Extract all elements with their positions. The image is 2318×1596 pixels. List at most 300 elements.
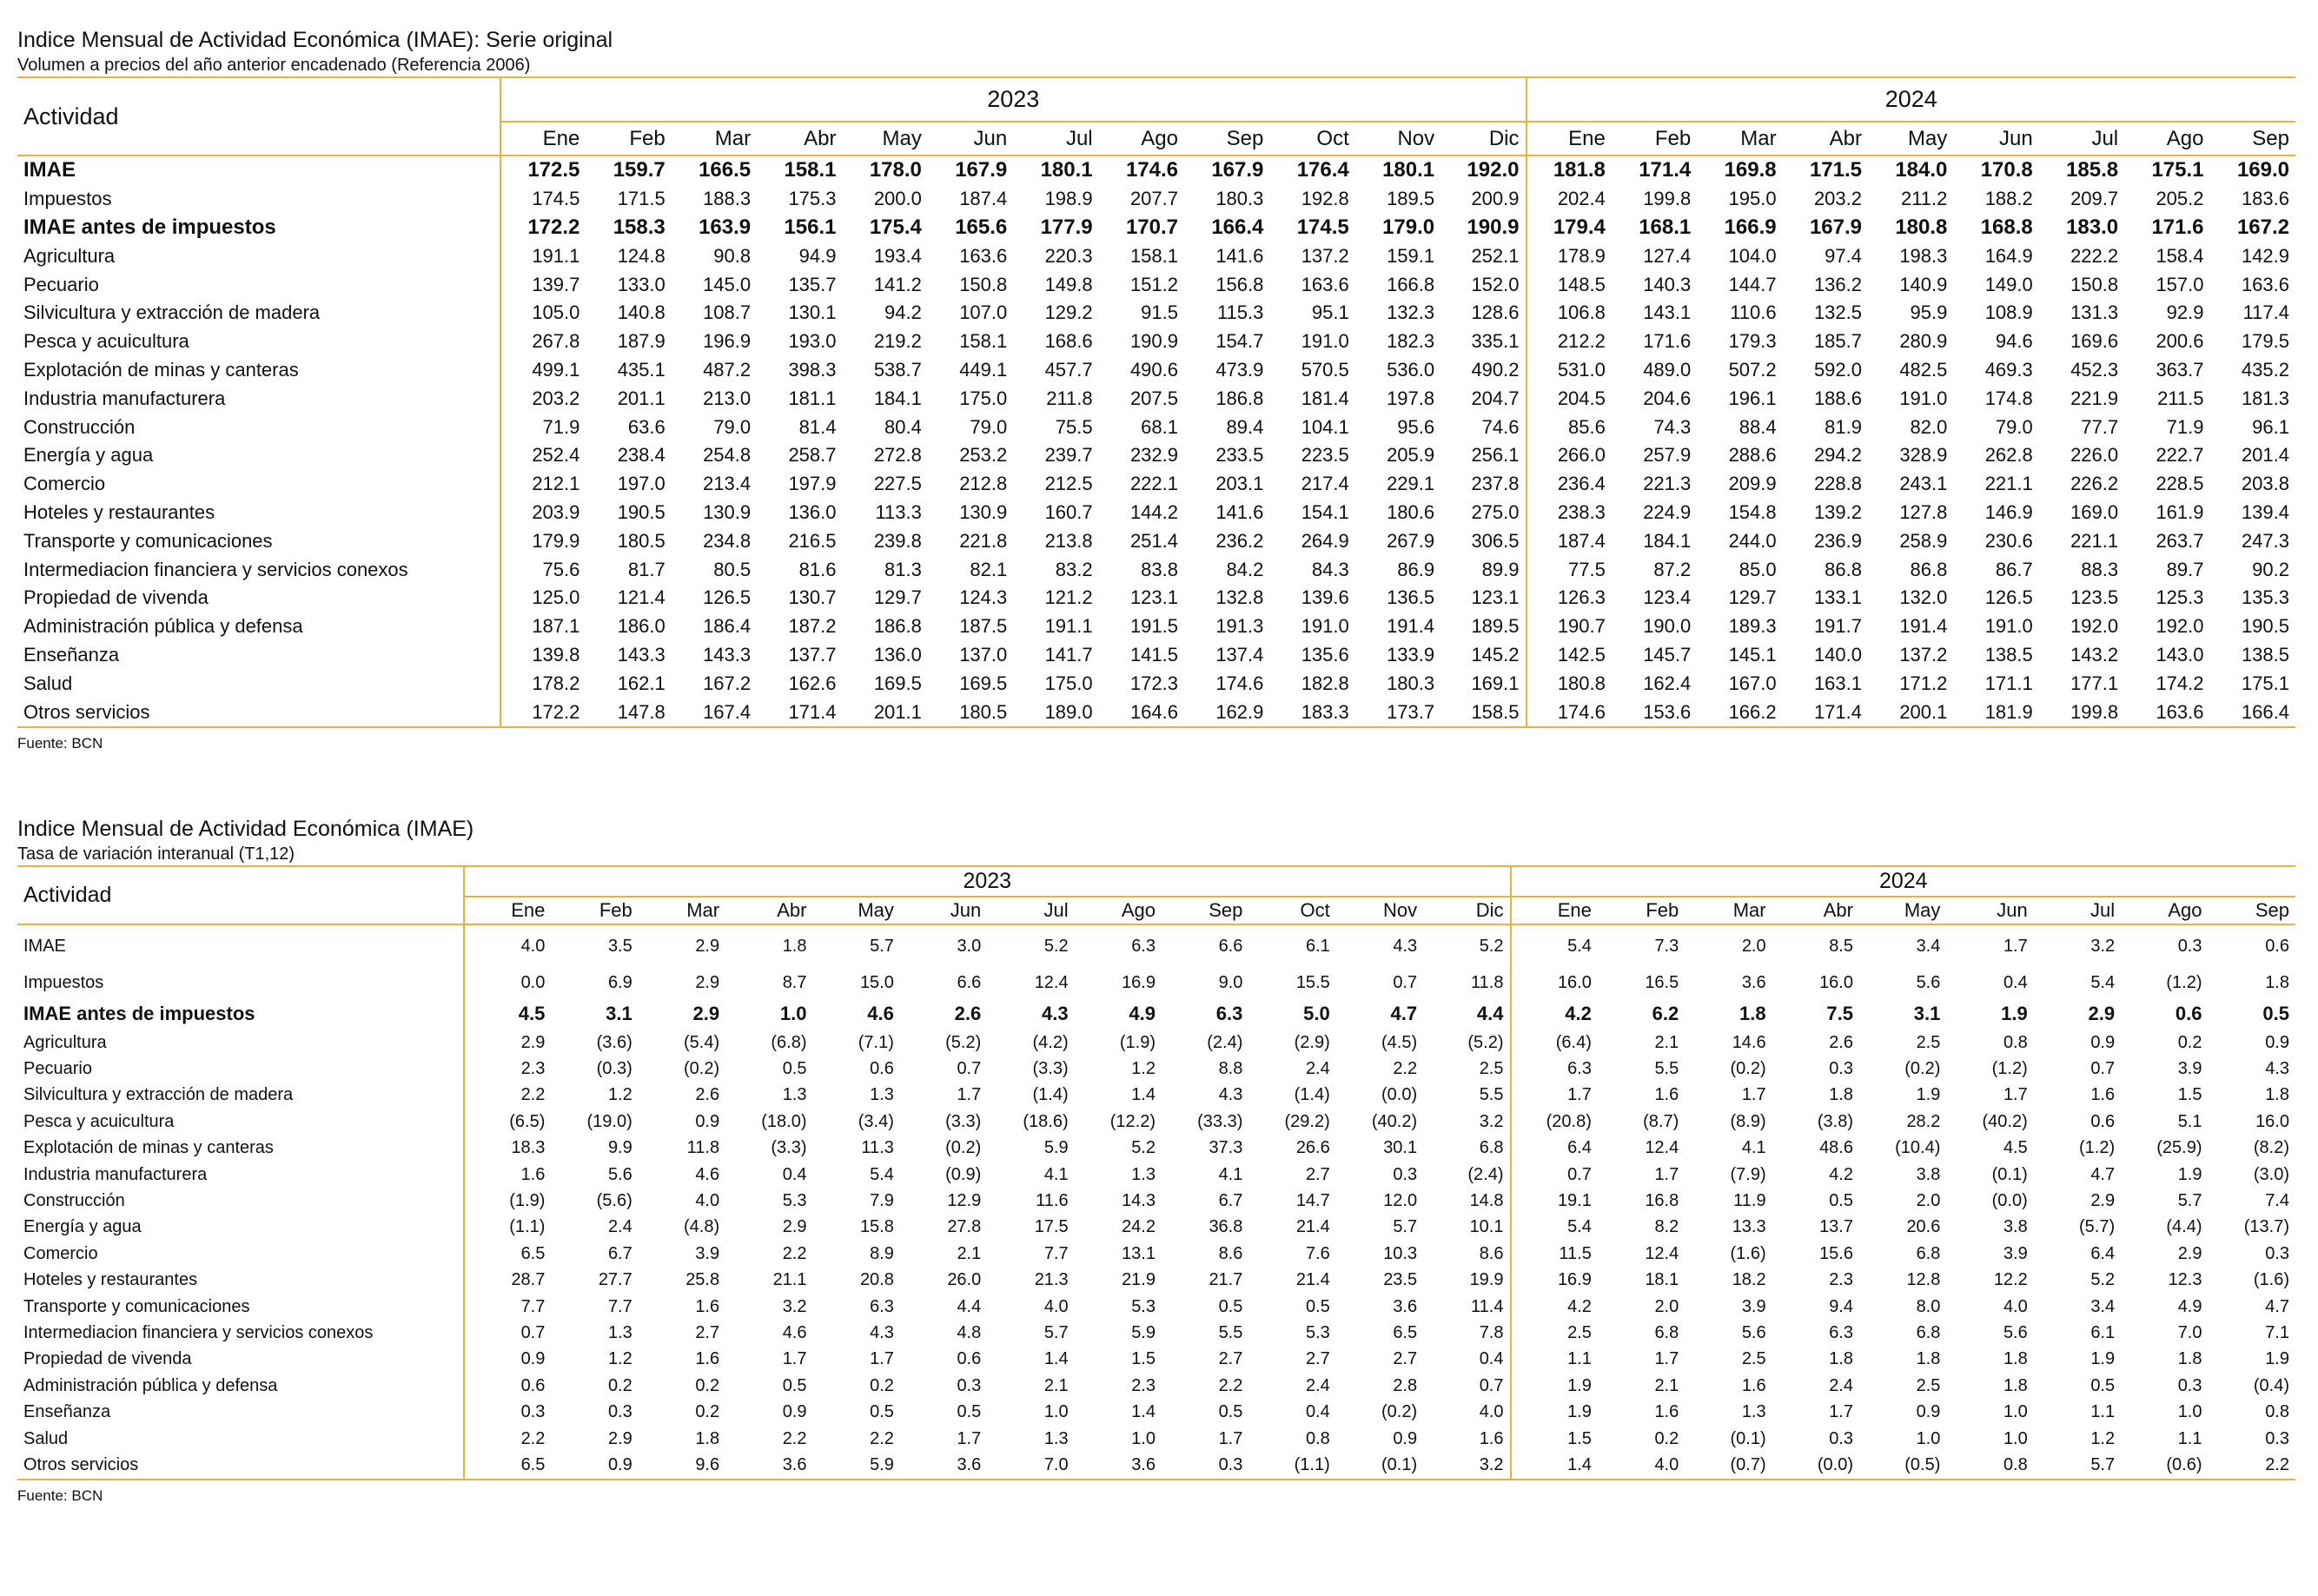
table-cell: 18.2 bbox=[1732, 1270, 1766, 1290]
table-cell: 4.4 bbox=[957, 1296, 982, 1316]
table-cell: (0.4) bbox=[2253, 1375, 2289, 1395]
table-cell: 4.3 bbox=[2265, 1059, 2289, 1079]
table-cell: 195.0 bbox=[1728, 188, 1777, 210]
row-label: Otros servicios bbox=[17, 698, 500, 727]
table-cell: 169.0 bbox=[2070, 500, 2119, 523]
table-cell: 1.1 bbox=[2090, 1402, 2116, 1422]
table-cell: 221.1 bbox=[2070, 529, 2119, 552]
table-cell: 473.9 bbox=[1215, 358, 1264, 381]
table-cell: 168.6 bbox=[1044, 330, 1093, 353]
table-cell: 3.2 bbox=[2090, 936, 2116, 956]
table-cell: 152.0 bbox=[1471, 273, 1520, 295]
table-cell: 169.6 bbox=[2070, 330, 2119, 353]
table-cell: 0.3 bbox=[2265, 1428, 2289, 1448]
table-cell: 81.7 bbox=[627, 558, 666, 580]
table-cell: 166.8 bbox=[1387, 273, 1435, 295]
table-cell: 145.7 bbox=[1643, 643, 1692, 666]
month-header-2023-5: Jun bbox=[973, 126, 1008, 150]
actividad-header: Actividad bbox=[17, 866, 464, 924]
month-header-2023-11: Dic bbox=[1488, 126, 1520, 150]
table-cell: 2.3 bbox=[1829, 1270, 1853, 1290]
row-label: Construcción bbox=[17, 413, 500, 441]
row-label: Propiedad de vivenda bbox=[17, 584, 500, 613]
table-row bbox=[17, 698, 2295, 727]
row-label: Propiedad de vivenda bbox=[17, 1347, 464, 1373]
table-cell: 1.8 bbox=[1916, 1349, 1941, 1369]
table-cell: 0.6 bbox=[957, 1349, 982, 1369]
table-cell: 482.5 bbox=[1899, 358, 1948, 381]
table-cell: 227.5 bbox=[873, 473, 922, 495]
table-cell: 79.0 bbox=[1995, 415, 2033, 438]
row-label: Hoteles y restaurantes bbox=[17, 1268, 464, 1294]
table-cell: 162.6 bbox=[788, 672, 837, 694]
month-header-2023-9: Oct bbox=[1300, 899, 1330, 921]
table-cell: 266.0 bbox=[1527, 441, 1612, 470]
table-cell: 0.2 bbox=[695, 1402, 720, 1422]
table-cell: 221.1 bbox=[1984, 473, 2033, 495]
month-header-2023-3: Abr bbox=[777, 899, 807, 921]
table-cell: 2.2 bbox=[782, 1428, 807, 1448]
table-cell: 192.0 bbox=[2156, 615, 2204, 638]
table-cell: 191.1 bbox=[532, 244, 580, 267]
table-cell: 179.9 bbox=[532, 529, 580, 552]
table-cell: 167.9 bbox=[955, 158, 1008, 182]
table-cell: 6.7 bbox=[1218, 1191, 1243, 1211]
row-label: Comercio bbox=[17, 470, 500, 499]
table-cell: 267.8 bbox=[532, 330, 580, 353]
table-cell: 1.8 bbox=[2003, 1349, 2028, 1369]
table-cell: (1.6) bbox=[2253, 1270, 2289, 1290]
table-cell: 183.6 bbox=[2241, 188, 2289, 210]
table-cell: (4.2) bbox=[1032, 1032, 1069, 1052]
table-cell: (1.4) bbox=[1294, 1085, 1330, 1105]
table-cell: 8.8 bbox=[1218, 1059, 1243, 1079]
table-cell: 7.7 bbox=[1043, 1243, 1069, 1263]
table-cell: 0.4 bbox=[1305, 1402, 1330, 1422]
row-label: IMAE bbox=[17, 156, 500, 185]
table-cell: 180.5 bbox=[959, 700, 1008, 723]
table-cell: 198.3 bbox=[1899, 244, 1948, 267]
table-cell: 12.0 bbox=[1383, 1191, 1418, 1211]
table-cell: 88.4 bbox=[1738, 415, 1777, 438]
table-cell: 14.6 bbox=[1732, 1032, 1766, 1052]
table-cell: 180.1 bbox=[1382, 158, 1435, 182]
table-cell: 1.7 bbox=[1829, 1402, 1853, 1422]
table-cell: 5.5 bbox=[1479, 1085, 1504, 1105]
table-cell: 94.2 bbox=[884, 301, 922, 324]
month-header-2023-1: Feb bbox=[629, 126, 666, 150]
table-cell: 1.3 bbox=[607, 1322, 632, 1342]
table-cell: 1.8 bbox=[1739, 1003, 1766, 1024]
table-cell: 177.1 bbox=[2070, 672, 2119, 694]
table-cell: 457.7 bbox=[1044, 358, 1093, 381]
month-header-2024-5: Jun bbox=[1999, 126, 2033, 150]
table-cell: 96.1 bbox=[2252, 415, 2289, 438]
table-cell: 193.4 bbox=[873, 244, 922, 267]
table-cell: 4.9 bbox=[1129, 1003, 1156, 1024]
table-cell: 3.6 bbox=[1741, 972, 1766, 992]
table-cell: 452.3 bbox=[2070, 358, 2119, 381]
table-cell: 258.9 bbox=[1899, 529, 1948, 552]
table-cell: 363.7 bbox=[2156, 358, 2204, 381]
table-cell: 1.7 bbox=[1741, 1085, 1766, 1105]
table-cell: 11.6 bbox=[1036, 1191, 1069, 1211]
table-cell: 0.6 bbox=[520, 1375, 546, 1395]
table-row bbox=[17, 1320, 2295, 1346]
table-cell: 13.7 bbox=[1819, 1217, 1853, 1237]
table-cell: (1.6) bbox=[1730, 1243, 1766, 1263]
table-cell: 141.5 bbox=[1129, 643, 1178, 666]
table-cell: 190.5 bbox=[2241, 615, 2289, 638]
row-label: Salud bbox=[17, 1426, 464, 1452]
table-cell: 108.7 bbox=[703, 301, 752, 324]
table-cell: 1.3 bbox=[1131, 1164, 1156, 1184]
table-cell: 126.5 bbox=[703, 586, 752, 609]
table-cell: (4.5) bbox=[1381, 1032, 1418, 1052]
table-cell: 25.8 bbox=[685, 1270, 720, 1290]
table-cell: 162.4 bbox=[1643, 672, 1692, 694]
table-cell: 262.8 bbox=[1984, 444, 2033, 467]
table-cell: 190.7 bbox=[1527, 613, 1612, 641]
table-cell: 2.1 bbox=[957, 1243, 982, 1263]
table-cell: 7.7 bbox=[520, 1296, 546, 1316]
table-cell: 149.0 bbox=[1984, 273, 2033, 295]
table-cell: 21.9 bbox=[1122, 1270, 1156, 1290]
table-cell: 83.8 bbox=[1141, 558, 1178, 580]
table-cell: 11.8 bbox=[686, 1138, 720, 1158]
table-cell: 5.2 bbox=[1131, 1138, 1156, 1158]
table-cell: 86.9 bbox=[1397, 558, 1435, 580]
imae-serie-original-table bbox=[17, 76, 2295, 728]
row-label: Industria manufacturera bbox=[17, 1162, 464, 1188]
month-header-2023-2: Mar bbox=[714, 126, 752, 150]
table-cell: 252.4 bbox=[532, 444, 580, 467]
table-cell: 205.2 bbox=[2156, 188, 2204, 210]
table-cell: 143.0 bbox=[2156, 643, 2204, 666]
table-cell: (0.6) bbox=[2166, 1454, 2202, 1474]
table-cell: 183.3 bbox=[1301, 700, 1349, 723]
table-cell: (0.2) bbox=[684, 1059, 720, 1079]
table-cell: 82.0 bbox=[1910, 415, 1948, 438]
table-cell: 5.9 bbox=[1131, 1322, 1156, 1342]
table-cell: 27.8 bbox=[947, 1217, 982, 1237]
table-cell: 188.6 bbox=[1813, 387, 1862, 409]
table-cell: 1.8 bbox=[782, 936, 807, 956]
table-cell: 1.7 bbox=[957, 1428, 982, 1448]
table-cell: 0.4 bbox=[782, 1164, 807, 1184]
table-cell: 1.6 bbox=[695, 1296, 720, 1316]
table-cell: 178.9 bbox=[1527, 242, 1612, 270]
table-cell: (5.4) bbox=[684, 1032, 720, 1052]
year-header-2024: 2024 bbox=[1527, 77, 2296, 122]
table-cell: 154.1 bbox=[1301, 500, 1349, 523]
table-cell: (8.9) bbox=[1730, 1111, 1766, 1131]
table-cell: 1.2 bbox=[1131, 1059, 1156, 1079]
table-cell: 94.9 bbox=[798, 244, 837, 267]
table-cell: 129.7 bbox=[1728, 586, 1777, 609]
table-cell: 12.4 bbox=[1645, 1138, 1679, 1158]
table-cell: 175.3 bbox=[788, 188, 837, 210]
table-cell: 258.7 bbox=[788, 444, 837, 467]
table-cell: 191.5 bbox=[1129, 615, 1178, 638]
table-cell: 133.9 bbox=[1387, 643, 1435, 666]
table-cell: 254.8 bbox=[703, 444, 752, 467]
month-header-2024-7: Ago bbox=[2166, 126, 2204, 150]
table-cell: 5.1 bbox=[2177, 1111, 2202, 1131]
table-cell: 158.4 bbox=[2156, 244, 2204, 267]
table-cell: (1.1) bbox=[1294, 1454, 1330, 1474]
table-cell: 168.1 bbox=[1639, 215, 1692, 239]
table-cell: 12.9 bbox=[947, 1191, 982, 1211]
table-cell: 8.5 bbox=[1829, 936, 1853, 956]
table-cell: 8.2 bbox=[1654, 1217, 1679, 1237]
table-cell: (0.1) bbox=[1730, 1428, 1766, 1448]
table-cell: 4.1 bbox=[1218, 1164, 1243, 1184]
table-cell: 11.8 bbox=[1471, 972, 1504, 992]
row-label: Pecuario bbox=[17, 270, 500, 299]
table-cell: (1.2) bbox=[2166, 972, 2202, 992]
table-cell: 3.4 bbox=[1916, 936, 1941, 956]
table-cell: 2.1 bbox=[1654, 1032, 1679, 1052]
table-cell: 147.8 bbox=[617, 700, 666, 723]
table-cell: (0.2) bbox=[1904, 1059, 1941, 1079]
table-cell: 222.1 bbox=[1129, 473, 1178, 495]
month-header-2023-9: Oct bbox=[1316, 126, 1349, 150]
table-cell: 182.8 bbox=[1301, 672, 1349, 694]
table-cell: 1.0 bbox=[779, 1003, 807, 1024]
row-label: Comercio bbox=[17, 1241, 464, 1267]
table-cell: 3.2 bbox=[1479, 1454, 1504, 1474]
table-cell: 0.3 bbox=[957, 1375, 982, 1395]
table-cell: 18.3 bbox=[511, 1138, 546, 1158]
table-cell: 14.7 bbox=[1295, 1191, 1330, 1211]
table-cell: 126.5 bbox=[1984, 586, 2033, 609]
table-cell: 187.2 bbox=[788, 615, 837, 638]
table-cell: 2.5 bbox=[1741, 1349, 1766, 1369]
row-label: Enseñanza bbox=[17, 1399, 464, 1425]
table-cell: 264.9 bbox=[1301, 529, 1349, 552]
table-cell: 1.4 bbox=[1043, 1349, 1069, 1369]
table-cell: 141.6 bbox=[1215, 244, 1264, 267]
table-cell: 236.4 bbox=[1527, 470, 1612, 499]
row-label: Pecuario bbox=[17, 1056, 464, 1082]
table-cell: 7.6 bbox=[1305, 1243, 1330, 1263]
row-label: Transporte y comunicaciones bbox=[17, 526, 500, 555]
table-cell: 233.5 bbox=[1215, 444, 1264, 467]
table-cell: 171.5 bbox=[617, 188, 666, 210]
row-label: Administración pública y defensa bbox=[17, 1373, 464, 1399]
table-cell: 123.5 bbox=[2070, 586, 2119, 609]
table-cell: 77.7 bbox=[2081, 415, 2119, 438]
table-cell: 204.7 bbox=[1471, 387, 1520, 409]
table-cell: 181.4 bbox=[1301, 387, 1349, 409]
table-cell: 150.8 bbox=[959, 273, 1008, 295]
table-cell: 130.1 bbox=[788, 301, 837, 324]
section-serie-original bbox=[17, 26, 2295, 754]
table-row bbox=[17, 1452, 2295, 1479]
table-cell: 169.5 bbox=[873, 672, 922, 694]
table-cell: 176.4 bbox=[1296, 158, 1349, 182]
table-cell: 169.0 bbox=[2236, 158, 2289, 182]
table-cell: 185.7 bbox=[1813, 330, 1862, 353]
table-cell: 174.6 bbox=[1125, 158, 1178, 182]
table-cell: (33.3) bbox=[1197, 1111, 1243, 1131]
table-cell: 267.9 bbox=[1387, 529, 1435, 552]
row-label: Agricultura bbox=[17, 242, 500, 270]
table-row bbox=[17, 924, 2295, 967]
table-cell: 21.3 bbox=[1034, 1270, 1069, 1290]
table-cell: 164.9 bbox=[1984, 244, 2033, 267]
table-cell: 145.1 bbox=[1728, 643, 1777, 666]
table-cell: 8.9 bbox=[870, 1243, 894, 1263]
table-cell: 167.2 bbox=[2236, 215, 2289, 239]
table-cell: 230.6 bbox=[1984, 529, 2033, 552]
table-cell: 191.0 bbox=[1301, 615, 1349, 638]
table-cell: 79.0 bbox=[713, 415, 752, 438]
table-cell: 213.8 bbox=[1044, 529, 1093, 552]
table-cell: 137.0 bbox=[959, 643, 1008, 666]
table-cell: 1.9 bbox=[2090, 1349, 2116, 1369]
table-cell: 0.2 bbox=[870, 1375, 894, 1395]
table-cell: 2.9 bbox=[692, 1003, 720, 1024]
table-cell: 1.9 bbox=[1511, 1373, 1598, 1399]
table-cell: 16.8 bbox=[1645, 1191, 1679, 1211]
section-subtitle: Volumen a precios del año anterior encadenado (Referencia 2006) bbox=[17, 56, 531, 75]
table-cell: 154.8 bbox=[1728, 500, 1777, 523]
table-cell: 129.7 bbox=[873, 586, 922, 609]
table-cell: 166.4 bbox=[1211, 215, 1264, 239]
section-title: Indice Mensual de Actividad Económica (IMAE): Serie original bbox=[17, 28, 613, 52]
table-cell: 144.2 bbox=[1129, 500, 1178, 523]
table-cell: 0.9 bbox=[695, 1111, 720, 1131]
table-cell: 8.6 bbox=[1218, 1243, 1243, 1263]
table-cell: 11.9 bbox=[1733, 1191, 1766, 1211]
month-header-2024-1: Feb bbox=[1646, 899, 1679, 921]
table-cell: 228.8 bbox=[1813, 473, 1862, 495]
table-cell: 158.3 bbox=[613, 215, 666, 239]
table-cell: 2.5 bbox=[1479, 1059, 1504, 1079]
table-cell: 1.1 bbox=[2177, 1428, 2202, 1448]
table-cell: 5.5 bbox=[1218, 1322, 1243, 1342]
table-row bbox=[17, 1162, 2295, 1188]
table-cell: 186.8 bbox=[1215, 387, 1264, 409]
table-cell: 174.8 bbox=[1984, 387, 2033, 409]
table-cell: 1.4 bbox=[1131, 1402, 1156, 1422]
month-header-2024-2: Mar bbox=[1732, 899, 1766, 921]
table-cell: 15.5 bbox=[1295, 972, 1330, 992]
table-cell: 190.9 bbox=[1129, 330, 1178, 353]
table-cell: 175.0 bbox=[1044, 672, 1093, 694]
table-cell: 191.3 bbox=[1215, 615, 1264, 638]
table-cell: 143.3 bbox=[703, 643, 752, 666]
table-cell: 159.1 bbox=[1387, 244, 1435, 267]
year-header-2023: 2023 bbox=[464, 866, 1511, 897]
table-cell: 6.3 bbox=[1829, 1322, 1853, 1342]
row-label: Salud bbox=[17, 669, 500, 698]
table-cell: 244.0 bbox=[1728, 529, 1777, 552]
table-cell: 156.8 bbox=[1215, 273, 1264, 295]
table-cell: 20.6 bbox=[1906, 1217, 1941, 1237]
table-cell: 86.8 bbox=[1825, 558, 1862, 580]
table-cell: 71.9 bbox=[2166, 415, 2204, 438]
table-cell: 23.5 bbox=[1383, 1270, 1418, 1290]
table-cell: 138.5 bbox=[1984, 643, 2033, 666]
table-cell: 143.1 bbox=[1643, 301, 1692, 324]
table-cell: 139.4 bbox=[2241, 500, 2289, 523]
table-cell: 2.9 bbox=[607, 1428, 632, 1448]
table-cell: 4.3 bbox=[1218, 1085, 1243, 1105]
table-cell: 203.8 bbox=[2241, 473, 2289, 495]
table-cell: 16.0 bbox=[2255, 1111, 2289, 1131]
table-row bbox=[17, 1241, 2295, 1267]
table-cell: 1.6 bbox=[1654, 1085, 1679, 1105]
table-cell: 198.9 bbox=[1044, 188, 1093, 210]
table-cell: 257.9 bbox=[1643, 444, 1692, 467]
table-cell: 113.3 bbox=[875, 500, 922, 523]
table-cell: 2.2 bbox=[2265, 1454, 2289, 1474]
table-cell: 9.6 bbox=[695, 1454, 720, 1474]
table-cell: 1.0 bbox=[2003, 1402, 2028, 1422]
table-cell: (7.1) bbox=[858, 1032, 894, 1052]
month-header-2023-10: Nov bbox=[1383, 899, 1418, 921]
month-header-2023-2: Mar bbox=[686, 899, 720, 921]
month-header-2024-0: Ene bbox=[1511, 897, 1598, 924]
table-cell: 171.6 bbox=[1643, 330, 1692, 353]
table-cell: 89.7 bbox=[2166, 558, 2204, 580]
table-cell: (5.2) bbox=[945, 1032, 982, 1052]
row-label: Impuestos bbox=[17, 967, 464, 998]
table-row bbox=[17, 526, 2295, 555]
table-cell: 6.7 bbox=[607, 1243, 632, 1263]
table-cell: 82.1 bbox=[970, 558, 1008, 580]
table-cell: 253.2 bbox=[959, 444, 1008, 467]
month-header-2023-0: Ene bbox=[542, 126, 580, 150]
row-label: Enseñanza bbox=[17, 641, 500, 670]
table-cell: (12.2) bbox=[1109, 1111, 1156, 1131]
table-cell: (4.4) bbox=[2166, 1217, 2202, 1237]
table-cell: 1.7 bbox=[870, 1349, 894, 1369]
table-cell: 167.9 bbox=[1211, 158, 1264, 182]
table-cell: 0.5 bbox=[870, 1402, 894, 1422]
table-cell: 123.1 bbox=[1129, 586, 1178, 609]
table-cell: 4.6 bbox=[695, 1164, 720, 1184]
table-cell: 200.0 bbox=[873, 188, 922, 210]
table-cell: 172.2 bbox=[527, 215, 580, 239]
month-header-2023-11: Dic bbox=[1475, 899, 1504, 921]
table-cell: 1.9 bbox=[2265, 1349, 2289, 1369]
table-cell: 13.1 bbox=[1122, 1243, 1156, 1263]
row-label: IMAE antes de impuestos bbox=[17, 214, 500, 242]
table-cell: 188.3 bbox=[703, 188, 752, 210]
table-cell: (6.5) bbox=[509, 1111, 546, 1131]
table-cell: 186.4 bbox=[703, 615, 752, 638]
table-cell: 1.0 bbox=[2003, 1428, 2028, 1448]
row-label: Hoteles y restaurantes bbox=[17, 499, 500, 527]
table-cell: 2.1 bbox=[1654, 1375, 1679, 1395]
table-cell: 166.9 bbox=[1724, 215, 1777, 239]
table-cell: 186.8 bbox=[873, 615, 922, 638]
table-cell: 5.3 bbox=[1305, 1322, 1330, 1342]
table-cell: 80.4 bbox=[884, 415, 922, 438]
table-cell: 184.1 bbox=[873, 387, 922, 409]
table-cell: 237.8 bbox=[1471, 473, 1520, 495]
table-cell: 0.7 bbox=[1393, 972, 1418, 992]
table-cell: 0.7 bbox=[957, 1059, 982, 1079]
table-cell: 190.5 bbox=[617, 500, 666, 523]
table-cell: 145.2 bbox=[1471, 643, 1520, 666]
table-cell: 140.0 bbox=[1813, 643, 1862, 666]
table-cell: 197.8 bbox=[1387, 387, 1435, 409]
